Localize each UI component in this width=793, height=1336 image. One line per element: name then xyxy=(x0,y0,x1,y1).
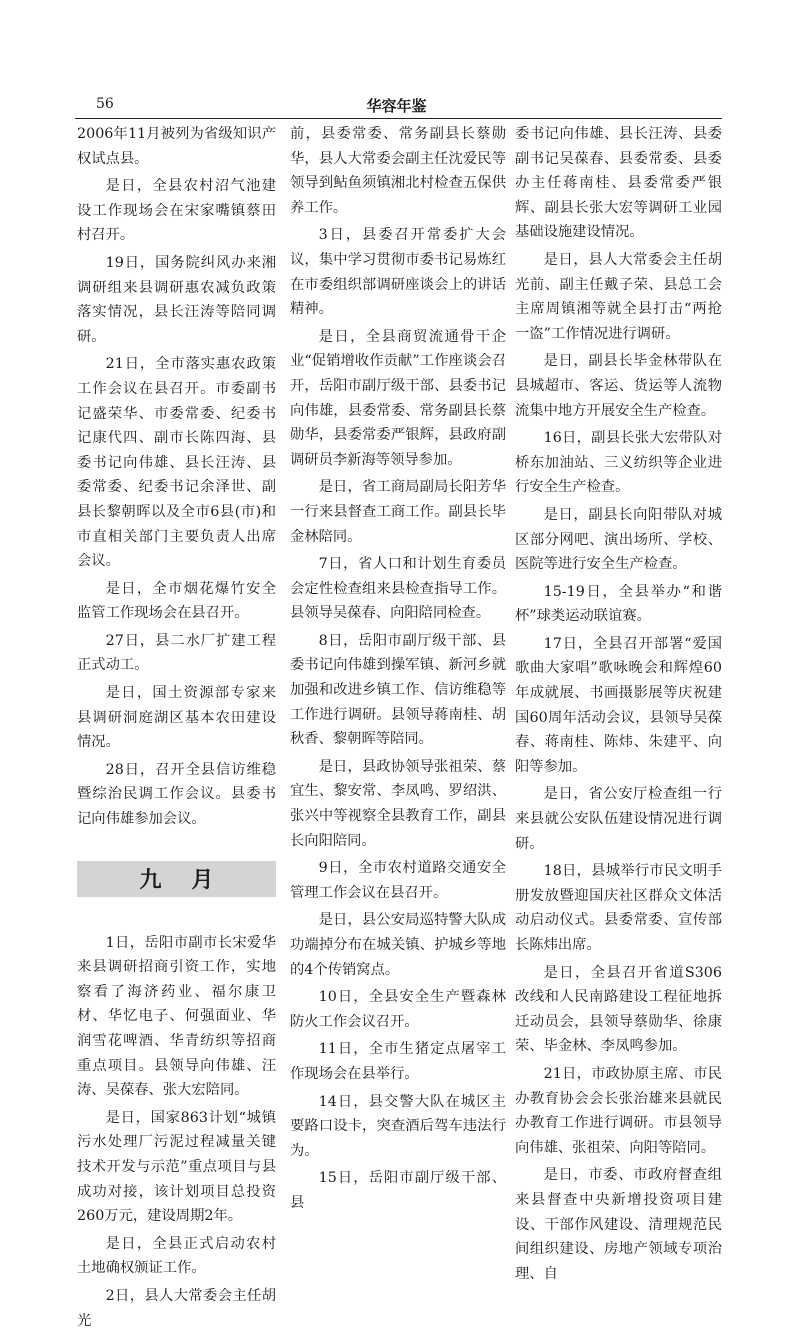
paragraph: 是日，县政协领导张祖荣、蔡宜生、黎安常、李凤鸣、罗绍洪、张兴中等视察全县教育工作，副县长向阳陪同。 xyxy=(290,758,506,849)
paragraph: 21日，市政协原主席、市民办教育协会会长张治雄来县就民办教育工作进行调研。市县领导向伟雄、张祖荣、向阳等陪同。 xyxy=(515,1065,722,1156)
paragraph: 2006年11月被列为省级知识产权试点县。 xyxy=(77,126,276,167)
paragraph: 10日，全县安全生产暨森林防火工作会议召开。 xyxy=(290,989,506,1030)
paragraph: 是日，全县正式启动农村土地确权颁证工作。 xyxy=(77,1235,276,1277)
column-2 xyxy=(290,122,506,1219)
paragraph: 是日，全县召开省道S306改线和人民南路建设工程征地拆迁动员会，县领导蔡勋华、徐康荣、毕金林、李凤鸣参加。 xyxy=(515,964,722,1055)
page-number: 56 xyxy=(96,96,114,112)
column-1 xyxy=(77,122,276,1336)
paragraph: 15-19日，全县举办“和谐杯”球类运动联谊赛。 xyxy=(515,583,722,625)
paragraph: 是日，市委、市政府督查组来县督查中央新增投资项目建设、干部作风建设、清理规范民间组织建设、房地产领域专项治理、自 xyxy=(515,1167,722,1282)
paragraph: 是日，县人大常委会主任胡光前、副主任戴子荣、县总工会主席周镇湘等就全县打击“两抢一盗”工作情况进行调研。 xyxy=(515,251,722,342)
paragraph: 是日，国家863计划“城镇污水处理厂污泥过程减量关键技术开发与示范”重点项目与县成功对接，该计划项目总投资260万元，建设周期2年。 xyxy=(77,1109,276,1225)
paragraph: 8日，岳阳市副厅级干部、县委书记向伟雄到操军镇、新河乡就加强和改进乡镇工作、信访维稳等工作进行调研。县领导蒋南桂、胡秋香、黎朝晖等陪同。 xyxy=(290,632,506,748)
paragraph: 是日，全县农村沼气池建设工作现场会在宋家嘴镇蔡田村召开。 xyxy=(77,178,276,244)
paragraph: 17日，全县召开部署“爱国歌曲大家唱”歌咏晚会和辉煌60年成就展、书画摄影展等庆祝建国60周年活动会议，县领导吴葆春、蒋南桂、陈炜、朱建平、向阳等参加。 xyxy=(515,635,722,775)
paragraph: 27日，县二水厂扩建工程正式动工。 xyxy=(77,632,276,674)
paragraph: 21日，全市落实惠农政策工作会议在县召开。市委副书记盛荣华、市委常委、纪委书记康代四、副市长陈四海、县委书记向伟雄、县长汪涛、县委常委、纪委书记余泽世、副县长黎朝晖以及全市6县(市)和市直相关部门主要负责人出席会议。 xyxy=(77,356,276,570)
section-heading-september: 九月 xyxy=(77,861,276,897)
paragraph: 是日，县公安局巡特警大队成功端掉分布在城关镇、护城乡等地的4个传销窝点。 xyxy=(290,912,506,978)
running-header-title: 华容年鉴 xyxy=(366,97,427,115)
paragraph: 是日，省工商局副局长阳芳华一行来县督查工商工作。副县长毕金林陪同。 xyxy=(290,479,506,545)
paragraph-continuation: 委书记向伟雄、县长汪涛、县委副书记吴葆春、县委常委、县委办主任蒋南桂、县委常委严银辉、副县长张大宏等调研工业园基础设施建设情况。 xyxy=(515,126,722,241)
paragraph: 11日，全市生猪定点屠宰工作现场会在县举行。 xyxy=(290,1041,506,1082)
paragraph: 18日，县城举行市民文明手册发放暨迎国庆社区群众文体活动启动仪式。县委常委、宣传部长陈炜出席。 xyxy=(515,863,722,953)
paragraph: 是日，副县长毕金林带队在县城超市、客运、货运等人流物流集中地方开展安全生产检查。 xyxy=(515,353,722,419)
paragraph: 3日，县委召开常委扩大会议，集中学习贯彻市委书记易炼红在市委组织部调研座谈会上的讲话精神。 xyxy=(290,227,506,318)
paragraph: 15日，岳阳市副厅级干部、县 xyxy=(290,1170,506,1211)
paragraph: 7日，省人口和计划生育委员会定性检查组来县检查指导工作。县领导吴葆春、向阳陪同检查。 xyxy=(290,556,506,622)
paragraph: 2日，县人大常委会主任胡光 xyxy=(77,1287,276,1329)
paragraph: 14日，县交警大队在城区主要路口设卡，突查酒后驾车违法行为。 xyxy=(290,1093,506,1159)
paragraph: 是日，副县长向阳带队对城区部分网吧、演出场所、学校、医院等进行安全生产检查。 xyxy=(515,506,722,573)
paragraph: 19日，国务院纠风办来湘调研组来县调研惠农减负政策落实情况，县长汪涛等陪同调研。 xyxy=(77,254,276,345)
paragraph: 是日，全市烟花爆竹安全监管工作现场会在县召开。 xyxy=(77,580,276,622)
paragraph: 16日，副县长张大宏带队对桥东加油站、三义纺织等企业进行安全生产检查。 xyxy=(515,430,722,496)
header-rule xyxy=(75,118,722,119)
paragraph: 是日，全县商贸流通骨干企业“促销增收作贡献”工作座谈会召开，岳阳市副厅级干部、县委书记向伟雄，县委常委、常务副县长蔡勋华，县委常委严银辉，县政府副调研员李新海等领导参加。 xyxy=(290,328,506,468)
paragraph: 是日，国土资源部专家来县调研洞庭湖区基本农田建设情况。 xyxy=(77,685,276,751)
column-3 xyxy=(515,122,722,1289)
paragraph: 1日，岳阳市副市长宋爱华来县调研招商引资工作，实地察看了海济药业、福尔康卫材、华忆电子、何强面业、华润雪花啤酒、华青纺织等招商重点项目。县领导向伟雄、汪涛、吴葆春、张大宏陪同。 xyxy=(77,934,276,1099)
paragraph: 是日，省公安厅检查组一行来县就公安队伍建设情况进行调研。 xyxy=(515,786,722,852)
paragraph: 28日，召开全县信访维稳暨综治民调工作会议。县委书记向伟雄参加会议。 xyxy=(77,761,276,828)
paragraph-continuation: 前，县委常委、常务副县长蔡勋华，县人大常委会副主任沈爱民等领导到鲇鱼须镇湘北村检查五保供养工作。 xyxy=(290,126,506,216)
paragraph: 9日，全市农村道路交通安全管理工作会议在县召开。 xyxy=(290,860,506,901)
